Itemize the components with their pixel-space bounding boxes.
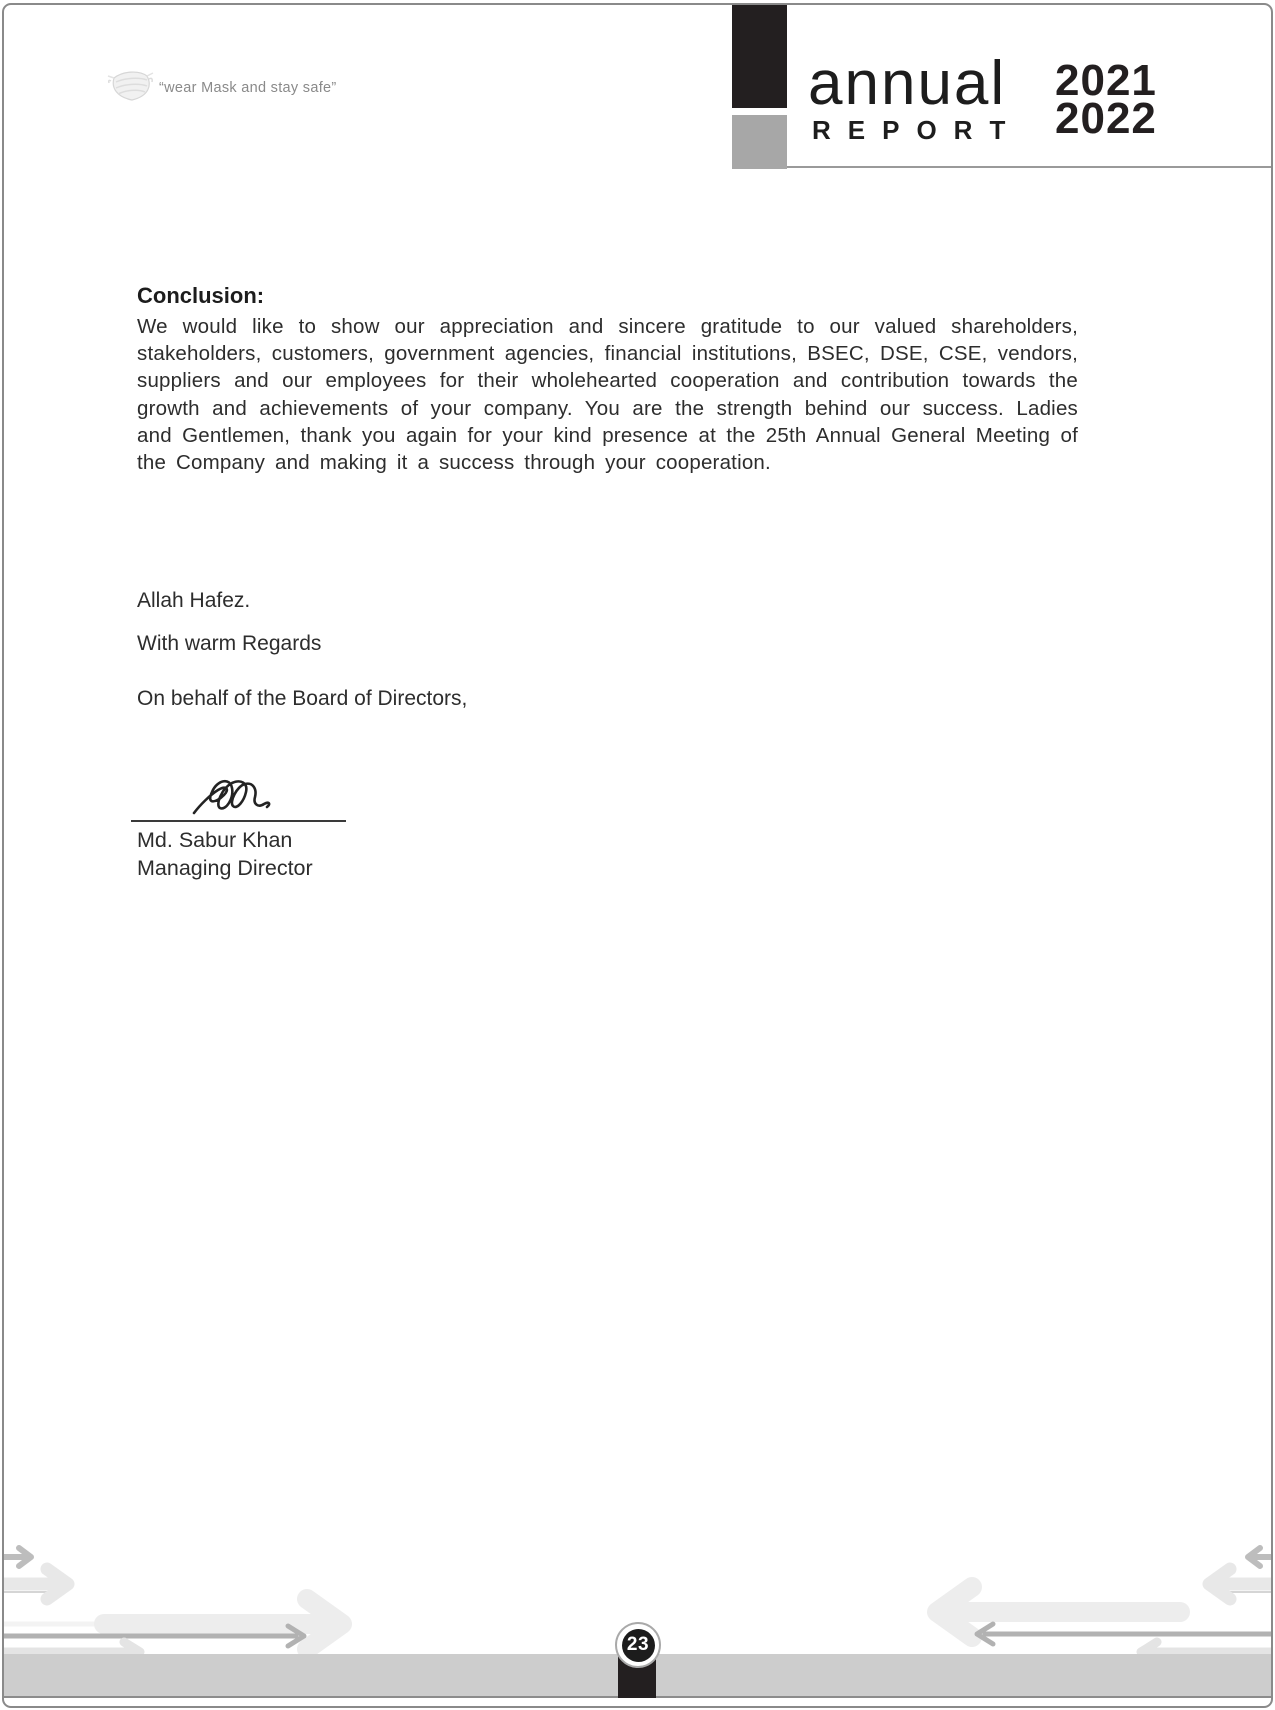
logo-years — [1055, 56, 1157, 143]
page-frame — [2, 3, 1273, 1708]
signatory-name: Md. Sabur Khan — [137, 828, 293, 852]
signatory-title: Managing Director — [137, 856, 313, 880]
logo-year-top: 2021 — [1055, 56, 1157, 105]
mask-banner — [107, 67, 337, 109]
signature — [190, 773, 282, 819]
closing-line-allah-hafez: Allah Hafez. — [137, 589, 251, 612]
face-mask-icon — [107, 67, 155, 109]
logo-gray-block — [732, 115, 787, 169]
logo-subtitle: REPORT — [812, 115, 1023, 145]
closing-line-regards: With warm Regards — [137, 632, 322, 655]
conclusion-paragraph: We would like to show our appreciation and sincere gratitude to our valued shareholders, stakeholders, customers, government agencies, financial institutions, BSEC, DSE, CSE, vendors, suppliers and our employees for their wholehearted cooperation and contribution towards the growth and achievements of your company. You are the strength behind our success. Ladies and Gentlemen, thank you again for your kind presence at the 25th Annual General Meeting of the Company and making it a success through your cooperation. — [137, 315, 1078, 475]
section-heading: Conclusion: — [137, 283, 265, 308]
mask-caption: “wear Mask and stay safe” — [159, 80, 337, 96]
page-number-badge-inner — [622, 1629, 655, 1662]
page-number: 23 — [626, 1634, 650, 1655]
page-number-badge — [615, 1622, 661, 1668]
closing-line-on-behalf: On behalf of the Board of Directors, — [137, 687, 468, 710]
signature-line — [131, 820, 346, 822]
header-rule — [787, 166, 1271, 168]
logo-title: annual — [808, 49, 1007, 118]
logo-year-bottom: 2022 — [1055, 94, 1157, 143]
logo-black-block — [732, 5, 787, 108]
